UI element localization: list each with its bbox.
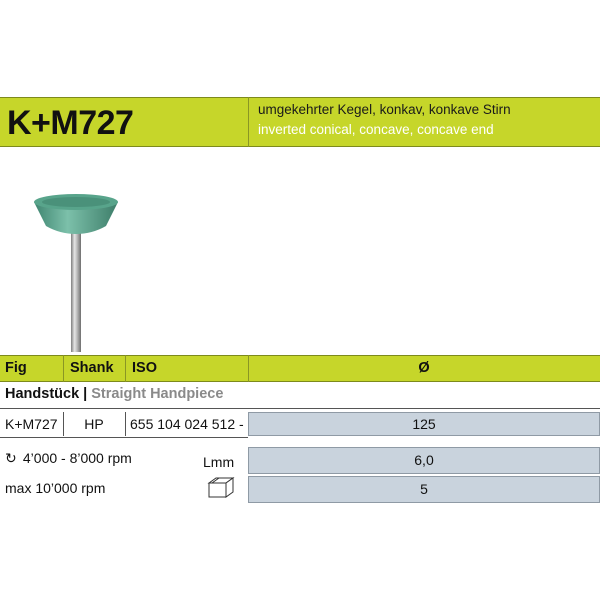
cell-divider <box>125 412 126 436</box>
header-divider <box>248 97 249 147</box>
rpm-recommended-value: 4’000 - 8’000 rpm <box>22 450 132 466</box>
description-german: umgekehrter Kegel, konkav, konkave Stirn <box>258 102 511 117</box>
bur-illustration <box>22 180 122 355</box>
rpm-max: max 10’000 rpm <box>5 480 106 496</box>
column-header-diameter: Ø <box>418 360 430 376</box>
category-label <box>5 386 223 402</box>
category-en: Straight Handpiece <box>91 386 224 402</box>
length-value: 6,0 <box>248 447 600 474</box>
bur-head-concave <box>42 197 110 207</box>
column-divider <box>125 355 126 382</box>
description-english: inverted conical, concave, concave end <box>258 122 494 137</box>
row-rule <box>0 437 248 438</box>
bur-shank <box>71 224 81 352</box>
category-separator: | <box>83 386 88 402</box>
product-code: K+M727 <box>7 104 134 142</box>
rotation-arrow-icon: ↻ <box>5 450 17 466</box>
category-de: Handstück <box>5 386 80 402</box>
column-divider <box>63 355 64 382</box>
column-header-fig: Fig <box>5 360 27 376</box>
package-box-icon <box>207 475 235 499</box>
rpm-recommended <box>5 450 132 467</box>
row-diameter-value: 125 <box>248 412 600 436</box>
package-quantity-value: 5 <box>248 476 600 503</box>
row-rule <box>0 408 600 409</box>
row-iso: 655 104 024 512 - <box>130 416 244 432</box>
row-fig: K+M727 <box>5 416 58 432</box>
row-shank: HP <box>84 416 104 432</box>
length-label: Lmm <box>203 454 235 470</box>
column-header-shank: Shank <box>70 360 114 376</box>
column-header-iso: ISO <box>132 360 157 376</box>
